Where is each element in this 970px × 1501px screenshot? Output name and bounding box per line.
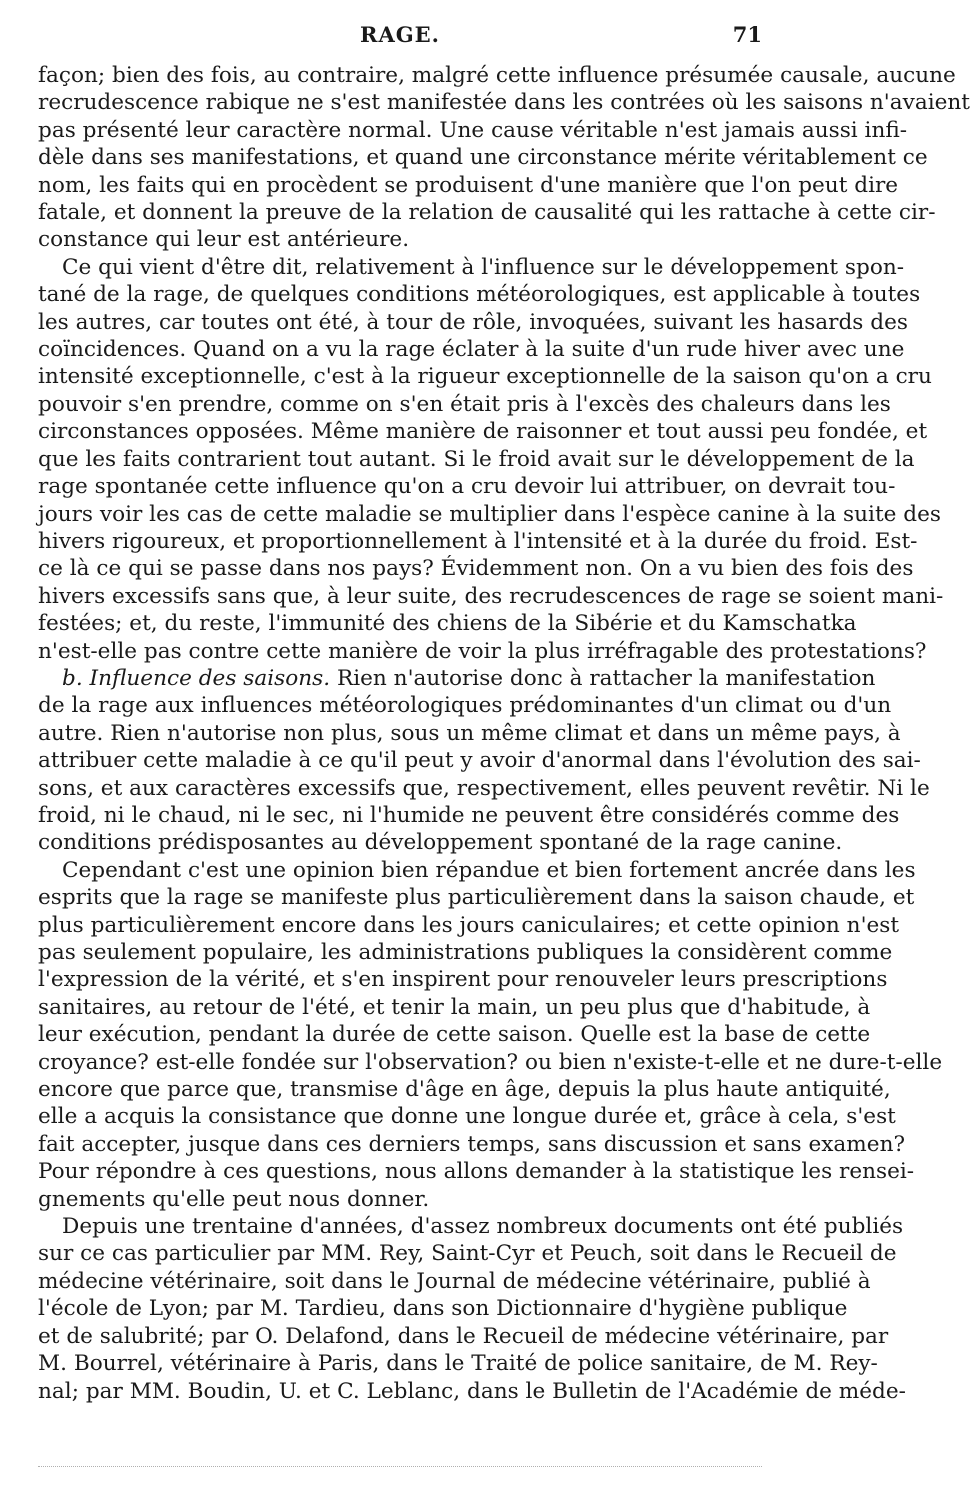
text-line: M. Bourrel, vétérinaire à Paris, dans le Traité de police sanitaire, de M. Rey- <box>38 1351 878 1377</box>
text-line: Depuis une trentaine d'années, d'assez nombreux documents ont été publiés <box>62 1214 904 1240</box>
text-line: dèle dans ses manifestations, et quand une circonstance mérite véritablement ce <box>38 145 928 171</box>
text-line: nal; par MM. Boudin, U. et C. Leblanc, dans le Bulletin de l'Académie de méde- <box>38 1378 906 1404</box>
text-line: n'est-elle pas contre cette manière de voir la plus irréfragable des protestations? <box>38 638 927 664</box>
text-line: sanitaires, au retour de l'été, et tenir la main, un peu plus que d'habitude, à <box>38 994 871 1020</box>
text-line: fatale, et donnent la preuve de la relation de causalité qui les rattache à cette cir- <box>38 200 936 226</box>
text-line: nom, les faits qui en procèdent se produisent d'une manière que l'on peut dire <box>38 172 899 198</box>
text-line: leur exécution, pendant la durée de cette saison. Quelle est la base de cette <box>38 1022 871 1048</box>
text-line: Ce qui vient d'être dit, relativement à l'influence sur le développement spon- <box>62 254 905 280</box>
text-line: fait accepter, jusque dans ces derniers temps, sans discussion et sans examen? <box>38 1131 906 1157</box>
text-line: conditions prédisposantes au développement spontané de la rage canine. <box>38 830 843 856</box>
text-line: sur ce cas particulier par MM. Rey, Saint-Cyr et Peuch, soit dans le Recueil de <box>38 1241 897 1267</box>
text-line: plus particulièrement encore dans les jours caniculaires; et cette opinion n'est <box>38 912 900 938</box>
text-line: médecine vétérinaire, soit dans le Journal de médecine vétérinaire, publié à <box>38 1268 871 1294</box>
text-line: de la rage aux influences météorologiques prédominantes d'un climat ou d'un <box>38 693 892 719</box>
text-line: b. Influence des saisons. Rien n'autorise donc à rattacher la manifestation <box>62 665 876 691</box>
text-line: pas présenté leur caractère normal. Une cause véritable n'est jamais aussi infi- <box>38 117 908 143</box>
text-line: pas seulement populaire, les administrations publiques la considèrent comme <box>38 940 893 965</box>
body-text <box>38 62 970 1405</box>
text-line: rage spontanée cette influence qu'on a cru devoir lui attribuer, on devrait tou- <box>38 474 896 500</box>
text-line: elle a acquis la consistance que donne une longue durée et, grâce à cela, s'est <box>38 1104 896 1130</box>
text-line: tané de la rage, de quelques conditions météorologiques, est applicable à toutes <box>38 282 921 308</box>
text-line: festées; et, du reste, l'immunité des chiens de la Sibérie et du Kamschatka <box>38 611 857 637</box>
text-line: l'école de Lyon; par M. Tardieu, dans son Dictionnaire d'hygiène publique <box>38 1296 848 1322</box>
text-line: constance qui leur est antérieure. <box>38 227 410 253</box>
text-line: que les faits contrarient tout autant. Si le froid avait sur le développement de la <box>38 446 915 472</box>
paragraph <box>38 1213 906 1405</box>
page-header <box>38 22 762 58</box>
text-line: croyance? est-elle fondée sur l'observation? ou bien n'existe-t-elle et ne dure-t-elle <box>38 1049 943 1075</box>
text-line: Pour répondre à ces questions, nous allons demander à la statistique les rensei- <box>38 1159 915 1185</box>
text-line: l'expression de la vérité, et s'en inspirent pour renouveler leurs prescriptions <box>38 967 888 993</box>
text-line: et de salubrité; par O. Delafond, dans le Recueil de médecine vétérinaire, par <box>38 1323 889 1349</box>
text-line: coïncidences. Quand on a vu la rage éclater à la suite d'un rude hiver avec une <box>38 337 905 363</box>
text-line: jours voir les cas de cette maladie se multiplier dans l'espèce canine à la suite des <box>38 501 941 527</box>
text-line: autre. Rien n'autorise non plus, sous un même climat et dans un même pays, à <box>38 720 901 746</box>
paragraph <box>38 665 930 857</box>
section-heading: b. Influence des saisons. <box>62 665 331 691</box>
paragraph <box>38 254 944 665</box>
text-line: attribuer cette maladie à ce qu'il peut y avoir d'anormal dans l'évolution des sai- <box>38 748 921 774</box>
text-line: les autres, car toutes ont été, à tour de rôle, invoquées, suivant les hasards des <box>38 309 908 335</box>
text-line: esprits que la rage se manifeste plus particulièrement dans la saison chaude, et <box>38 885 915 911</box>
text-line: façon; bien des fois, au contraire, malgré cette influence présumée causale, aucune <box>38 63 956 88</box>
text-line: ce là ce qui se passe dans nos pays? Évidemment non. On a vu bien des fois des <box>38 556 914 582</box>
text-line: hivers excessifs sans que, à leur suite, des recrudescences de rage se soient mani- <box>38 583 944 609</box>
running-head: RAGE. <box>360 22 440 47</box>
paragraph <box>38 62 970 254</box>
text-line: froid, ni le chaud, ni le sec, ni l'humide ne peuvent être considérés comme des <box>38 802 900 828</box>
text-line: pouvoir s'en prendre, comme on s'en était pris à l'excès des chaleurs dans les <box>38 391 891 417</box>
text-line: intensité exceptionnelle, c'est à la rigueur exceptionnelle de la saison qu'on a cru <box>38 364 932 390</box>
text-line: hivers rigoureux, et proportionnellement à l'intensité et à la durée du froid. Est- <box>38 528 918 554</box>
text-line: gnements qu'elle peut nous donner. <box>38 1186 430 1212</box>
text-line: encore que parce que, transmise d'âge en âge, depuis la plus haute antiquité, <box>38 1077 891 1103</box>
paragraph <box>38 857 943 1213</box>
bottom-rule <box>38 1466 762 1467</box>
text-line: sons, et aux caractères excessifs que, respectivement, elles peuvent revêtir. Ni le <box>38 775 930 801</box>
text-line: circonstances opposées. Même manière de raisonner et tout aussi peu fondée, et <box>38 419 928 445</box>
text-line: recrudescence rabique ne s'est manifestée dans les contrées où les saisons n'avaient <box>38 90 970 116</box>
text-line: Cependant c'est une opinion bien répandue et bien fortement ancrée dans les <box>62 857 916 883</box>
page-number: 71 <box>732 22 762 47</box>
